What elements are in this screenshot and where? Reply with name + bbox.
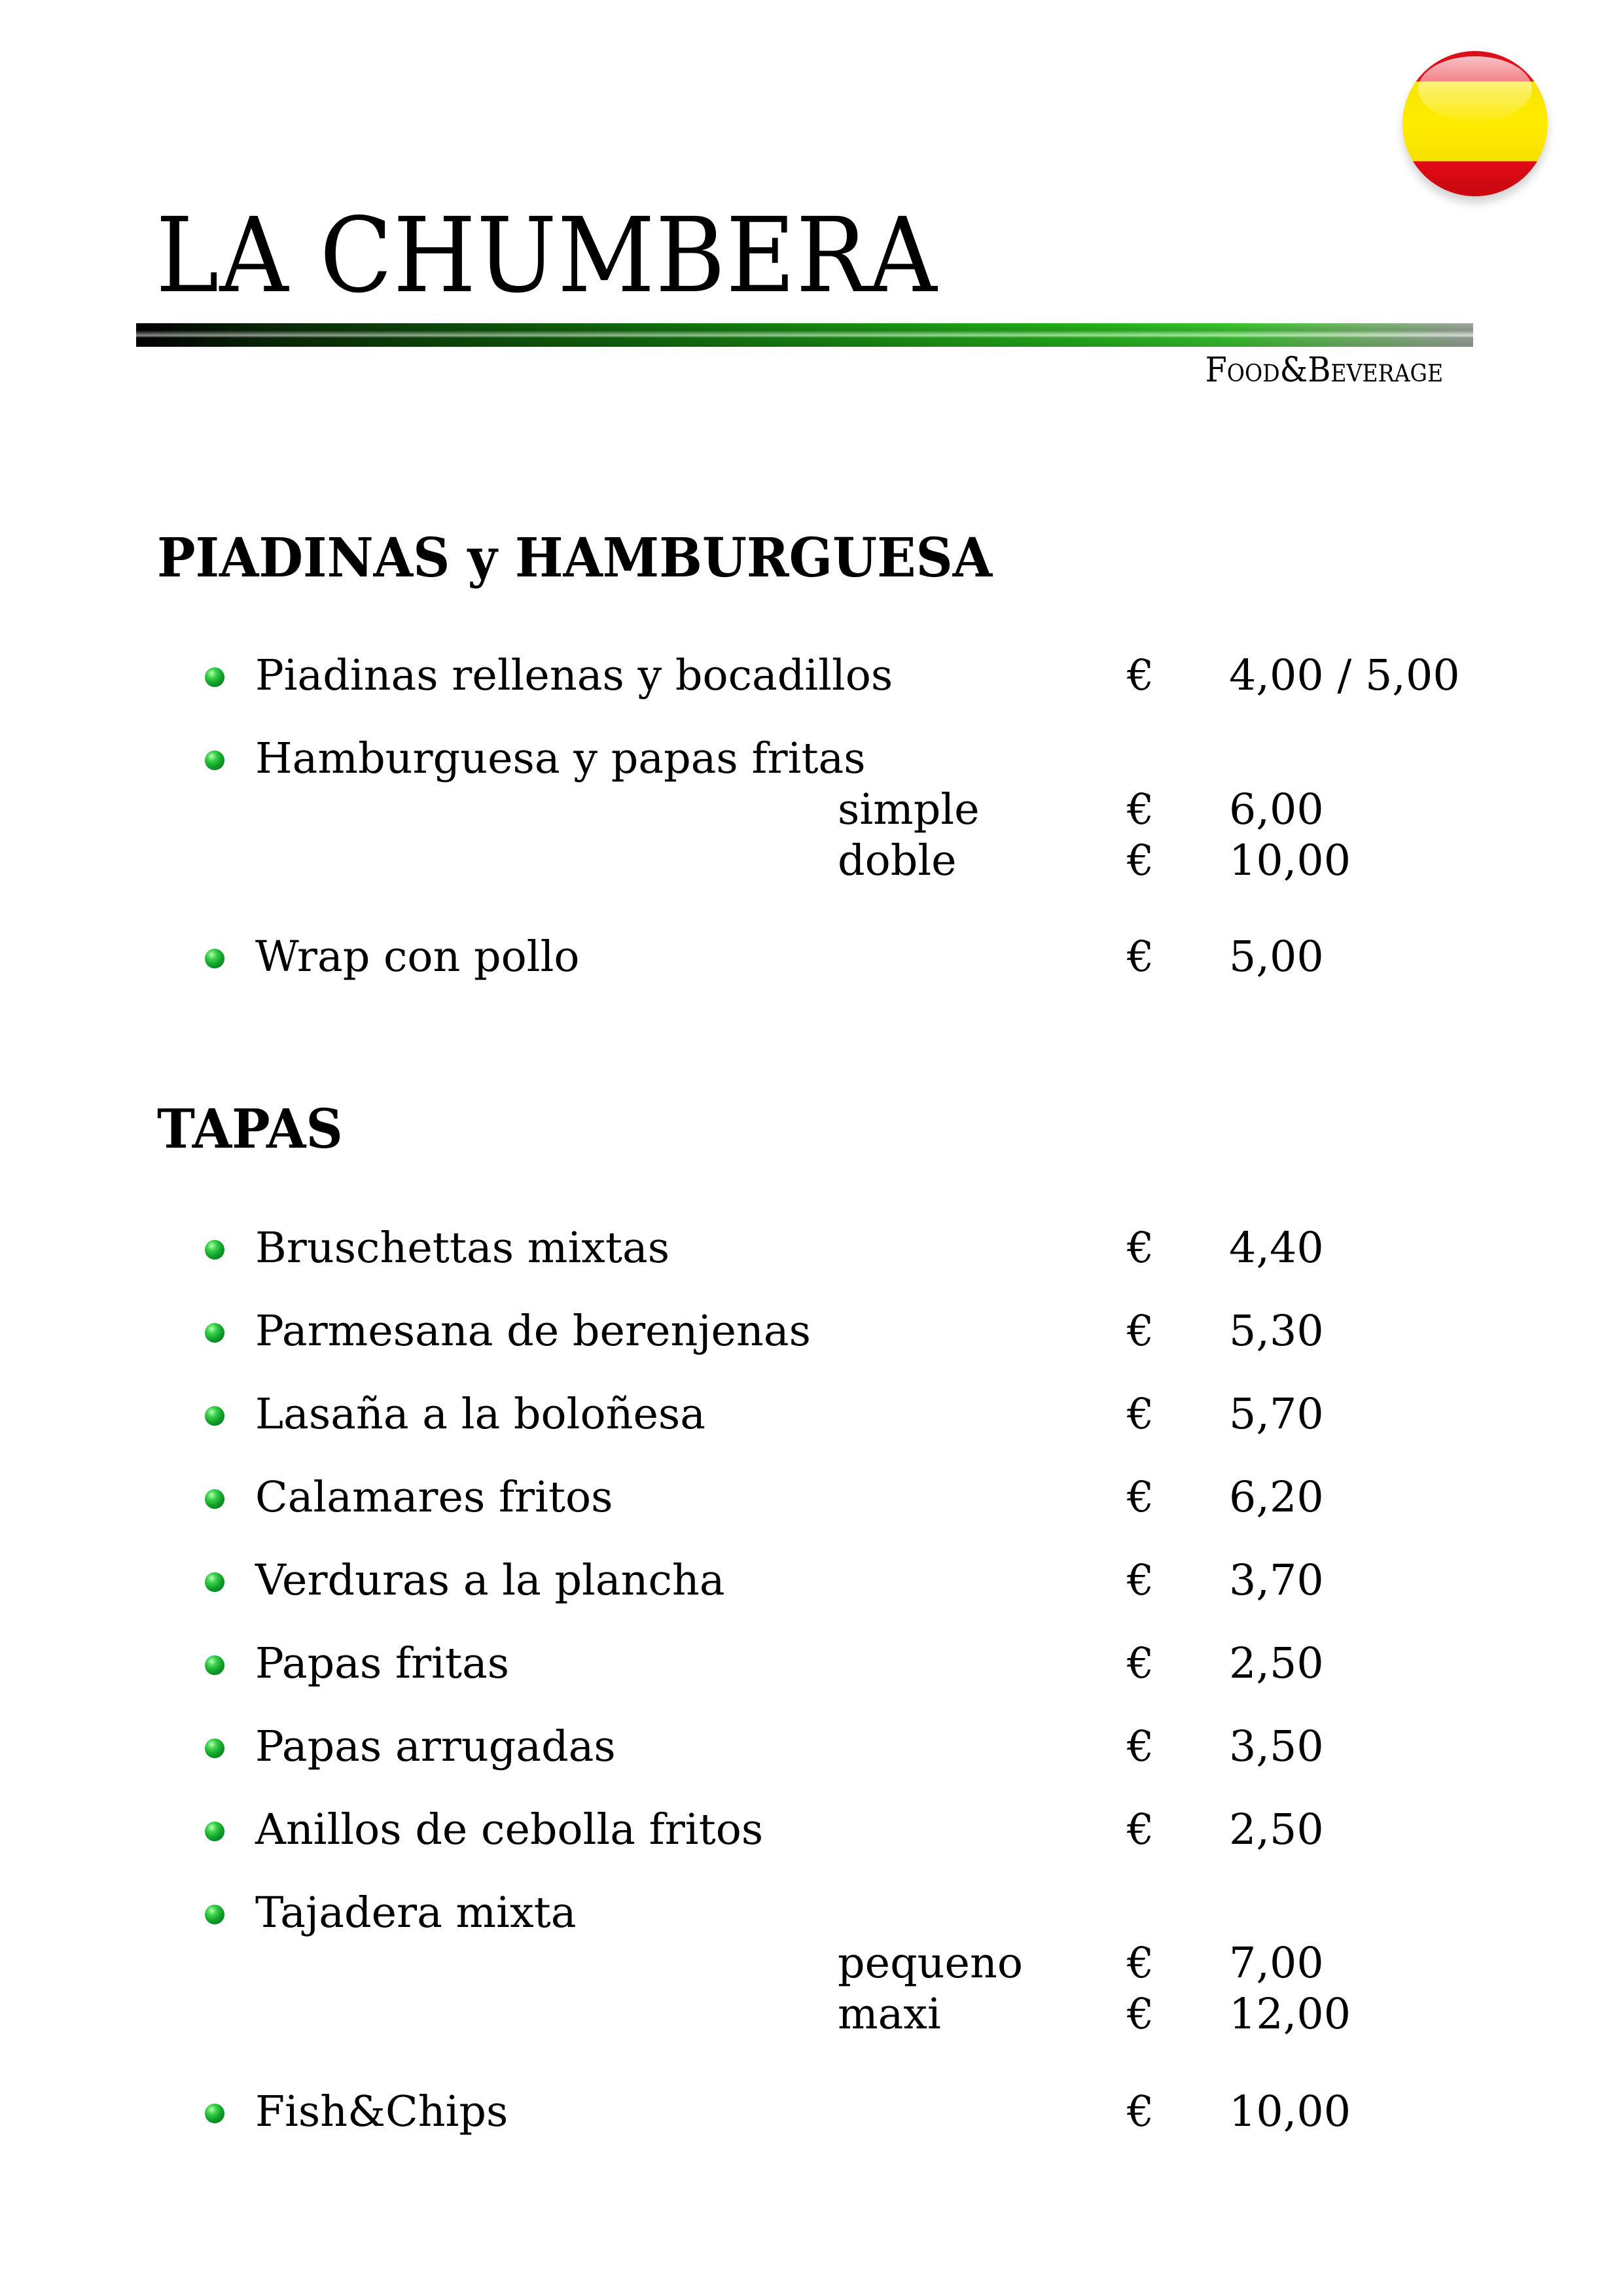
- item-price: 5,30: [1229, 1307, 1324, 1356]
- variant-label: doble: [838, 836, 957, 885]
- variant-label: maxi: [838, 1990, 941, 2039]
- item-currency: €: [1127, 1307, 1154, 1356]
- item-name: Hamburguesa y papas fritas: [255, 734, 866, 783]
- item-currency: €: [1127, 651, 1154, 700]
- section-title-tapas: TAPAS: [157, 1098, 343, 1161]
- bullet-icon: [205, 1489, 224, 1509]
- bullet-icon: [205, 1406, 224, 1426]
- item-price: 10,00: [1229, 2087, 1351, 2136]
- item-currency: €: [1127, 1224, 1154, 1273]
- bullet-icon: [205, 2104, 224, 2123]
- variant-currency: €: [1127, 836, 1154, 885]
- item-currency: €: [1127, 2087, 1154, 2136]
- variant-label: simple: [838, 785, 980, 834]
- header-divider-bar: [136, 323, 1473, 347]
- restaurant-title: LA CHUMBERA: [156, 196, 938, 316]
- variant-price: 12,00: [1229, 1990, 1351, 2039]
- flag-gloss: [1418, 56, 1532, 122]
- item-name: Anillos de cebolla fritos: [255, 1805, 764, 1854]
- bullet-icon: [205, 1572, 224, 1592]
- variant-price: 6,00: [1229, 785, 1324, 834]
- item-price: 2,50: [1229, 1805, 1324, 1854]
- item-price: 6,20: [1229, 1473, 1324, 1522]
- item-name: Parmesana de berenjenas: [255, 1307, 811, 1356]
- spain-flag-icon: [1402, 51, 1548, 196]
- variant-price: 10,00: [1229, 836, 1351, 885]
- item-currency: €: [1127, 1473, 1154, 1522]
- item-price: 5,70: [1229, 1390, 1324, 1439]
- bullet-icon: [205, 1905, 224, 1924]
- item-currency: €: [1127, 932, 1154, 981]
- item-name: Verduras a la plancha: [255, 1556, 725, 1605]
- bullet-icon: [205, 1822, 224, 1841]
- item-name: Bruschettas mixtas: [255, 1224, 670, 1273]
- item-price: 4,00 / 5,00: [1229, 651, 1460, 700]
- bullet-icon: [205, 1240, 224, 1260]
- item-name: Calamares fritos: [255, 1473, 613, 1522]
- item-name: Papas fritas: [255, 1639, 510, 1688]
- item-name: Wrap con pollo: [255, 932, 580, 981]
- variant-currency: €: [1127, 1990, 1154, 2039]
- item-price: 5,00: [1229, 932, 1324, 981]
- item-name: Piadinas rellenas y bocadillos: [255, 651, 893, 700]
- bullet-icon: [205, 1323, 224, 1343]
- bullet-icon: [205, 1739, 224, 1758]
- item-price: 2,50: [1229, 1639, 1324, 1688]
- variant-currency: €: [1127, 1939, 1154, 1988]
- item-name: Fish&Chips: [255, 2087, 508, 2136]
- item-price: 3,50: [1229, 1722, 1324, 1771]
- item-price: 3,70: [1229, 1556, 1324, 1605]
- item-currency: €: [1127, 1639, 1154, 1688]
- item-currency: €: [1127, 1722, 1154, 1771]
- variant-currency: €: [1127, 785, 1154, 834]
- item-currency: €: [1127, 1556, 1154, 1605]
- section-title-piadinas: PIADINAS y HAMBURGUESA: [157, 527, 993, 590]
- bullet-icon: [205, 949, 224, 968]
- variant-price: 7,00: [1229, 1939, 1324, 1988]
- item-name: Papas arrugadas: [255, 1722, 616, 1771]
- item-name: Tajadera mixta: [255, 1888, 577, 1937]
- item-currency: €: [1127, 1390, 1154, 1439]
- item-name: Lasaña a la boloñesa: [255, 1390, 706, 1439]
- item-price: 4,40: [1229, 1224, 1324, 1273]
- item-currency: €: [1127, 1805, 1154, 1854]
- variant-label: pequeno: [838, 1939, 1024, 1988]
- bullet-icon: [205, 1655, 224, 1675]
- tagline: Food&Beverage: [1205, 351, 1443, 390]
- bullet-icon: [205, 667, 224, 687]
- bullet-icon: [205, 751, 224, 770]
